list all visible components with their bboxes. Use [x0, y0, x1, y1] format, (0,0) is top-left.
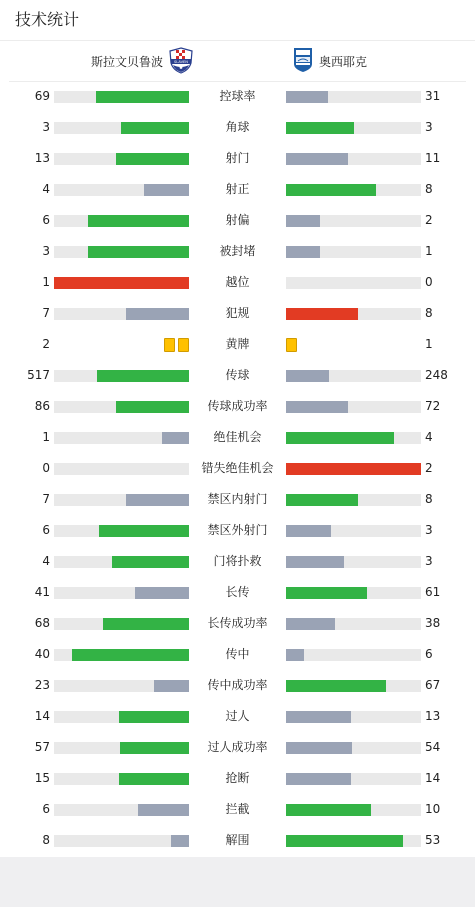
away-bar-fill: [286, 246, 320, 258]
away-bar-fill: [286, 804, 371, 816]
home-value: 68: [34, 616, 50, 630]
stat-label: 传球成功率: [207, 399, 268, 413]
page-title: 技术统计: [0, 0, 475, 41]
away-value: 3: [425, 120, 433, 134]
away-value: 14: [425, 771, 441, 785]
away-bar-fill: [286, 587, 367, 599]
home-bar-track: [54, 742, 189, 754]
away-value: 11: [425, 151, 441, 165]
home-bar-track: [54, 153, 189, 165]
away-bar-track: [286, 432, 421, 444]
away-value: 2: [425, 213, 433, 227]
home-bar-fill: [54, 277, 189, 289]
home-bar-fill: [121, 122, 189, 134]
stat-row: [0, 329, 475, 360]
away-value: 72: [425, 399, 441, 413]
away-bar-fill: [286, 370, 329, 382]
home-value: 14: [34, 709, 50, 723]
stat-row: [0, 81, 475, 112]
home-value: 57: [34, 740, 50, 754]
home-value: 1: [42, 275, 50, 289]
svg-text:SLAVEN: SLAVEN: [173, 59, 189, 64]
home-bar-track: [54, 215, 189, 227]
stat-row: [0, 174, 475, 205]
away-value: 1: [425, 337, 433, 351]
away-value: 8: [425, 182, 433, 196]
stat-label: 射偏: [225, 213, 250, 227]
home-value: 0: [42, 461, 50, 475]
away-bar-track: [286, 122, 421, 134]
stat-row: [0, 391, 475, 422]
away-bar-fill: [286, 711, 351, 723]
away-value: 38: [425, 616, 441, 630]
away-bar-track: [286, 153, 421, 165]
home-bar-track: [54, 494, 189, 506]
stat-label: 绝佳机会: [213, 430, 262, 444]
stat-label: 传球: [225, 368, 250, 382]
home-bar-fill: [88, 215, 189, 227]
away-bar-track: [286, 773, 421, 785]
stat-label: 黄牌: [225, 337, 250, 351]
stat-label: 传中成功率: [207, 678, 268, 692]
stat-label: 控球率: [219, 89, 256, 103]
away-value: 31: [425, 89, 441, 103]
stat-label: 解围: [225, 833, 250, 847]
stat-row: [0, 546, 475, 577]
home-bar-fill: [103, 618, 189, 630]
away-value: 53: [425, 833, 441, 847]
home-bar-track: [54, 649, 189, 661]
stat-label: 抢断: [225, 771, 250, 785]
home-bar-track: [54, 804, 189, 816]
away-bar-fill: [286, 184, 376, 196]
away-bar-fill: [286, 463, 421, 475]
home-value: 517: [27, 368, 50, 382]
home-bar-track: [54, 463, 189, 475]
home-bar-fill: [162, 432, 189, 444]
home-bar-track: [54, 184, 189, 196]
away-bar-fill: [286, 494, 358, 506]
away-bar-fill: [286, 556, 344, 568]
away-bar-track: [286, 525, 421, 537]
home-value: 86: [34, 399, 50, 413]
home-bar-fill: [154, 680, 189, 692]
home-bar-track: [54, 91, 189, 103]
stat-label: 长传: [225, 585, 250, 599]
home-bar-track: [54, 122, 189, 134]
stat-row: [0, 701, 475, 732]
away-bar-track: [286, 711, 421, 723]
slaven-crest-icon: [167, 46, 195, 77]
away-value: 3: [425, 554, 433, 568]
away-value: 54: [425, 740, 441, 754]
away-bar-track: [286, 804, 421, 816]
away-bar-track: [286, 494, 421, 506]
away-bar-track: [286, 742, 421, 754]
home-bar-track: [54, 277, 189, 289]
home-bar-fill: [72, 649, 189, 661]
away-value: 6: [425, 647, 433, 661]
away-bar-track: [286, 246, 421, 258]
away-value: 1: [425, 244, 433, 258]
home-bar-track: [54, 432, 189, 444]
stat-label: 禁区内射门: [207, 492, 268, 506]
stat-label: 拦截: [225, 802, 250, 816]
stat-label: 禁区外射门: [207, 523, 268, 537]
stat-label: 被封堵: [219, 244, 256, 258]
stat-label: 越位: [225, 275, 250, 289]
home-value: 3: [42, 120, 50, 134]
yellow-card-icon: [164, 338, 175, 352]
home-value: 4: [42, 182, 50, 196]
away-value: 61: [425, 585, 441, 599]
away-bar-fill: [286, 122, 354, 134]
away-bar-fill: [286, 773, 351, 785]
stat-row: [0, 484, 475, 515]
home-value: 4: [42, 554, 50, 568]
home-bar-fill: [126, 494, 189, 506]
home-bar-track: [54, 618, 189, 630]
home-bar-fill: [96, 91, 189, 103]
home-value: 6: [42, 802, 50, 816]
away-bar-fill: [286, 649, 304, 661]
home-value: 15: [34, 771, 50, 785]
away-bar-track: [286, 184, 421, 196]
stat-row: [0, 236, 475, 267]
away-bar-track: [286, 649, 421, 661]
home-bar-track: [54, 711, 189, 723]
stat-row: [0, 608, 475, 639]
away-value: 67: [425, 678, 441, 692]
home-bar-fill: [138, 804, 189, 816]
home-value: 69: [34, 89, 50, 103]
home-value: 7: [42, 492, 50, 506]
away-bar-track: [286, 587, 421, 599]
stat-row: [0, 732, 475, 763]
stat-label: 传中: [225, 647, 250, 661]
stat-row: [0, 515, 475, 546]
away-value: 13: [425, 709, 441, 723]
home-bar-fill: [99, 525, 189, 537]
away-bar-fill: [286, 153, 348, 165]
teams-header: [9, 41, 466, 82]
away-bar-track: [286, 401, 421, 413]
home-bar-track: [54, 246, 189, 258]
away-bar-track: [286, 308, 421, 320]
stat-label: 过人: [225, 709, 250, 723]
yellow-card-icon: [286, 338, 297, 352]
home-bar-track: [54, 835, 189, 847]
home-value: 23: [34, 678, 50, 692]
stat-row: [0, 670, 475, 701]
away-value: 10: [425, 802, 441, 816]
home-value: 6: [42, 523, 50, 537]
away-value: 4: [425, 430, 433, 444]
home-bar-track: [54, 587, 189, 599]
away-bar-track: [286, 370, 421, 382]
stat-label: 犯规: [225, 306, 250, 320]
away-value: 8: [425, 306, 433, 320]
away-value: 2: [425, 461, 433, 475]
home-value: 40: [34, 647, 50, 661]
home-bar-fill: [119, 773, 189, 785]
away-bar-fill: [286, 401, 348, 413]
stat-row: [0, 205, 475, 236]
stat-label: 过人成功率: [207, 740, 268, 754]
home-value: 3: [42, 244, 50, 258]
away-value: 0: [425, 275, 433, 289]
stat-label: 错失绝佳机会: [201, 461, 274, 475]
away-bar-track: [286, 277, 421, 289]
home-value: 6: [42, 213, 50, 227]
home-value: 1: [42, 430, 50, 444]
stat-row: [0, 422, 475, 453]
home-bar-track: [54, 308, 189, 320]
home-bar-fill: [171, 835, 189, 847]
away-team-name: 奥西耶克: [319, 54, 368, 69]
stat-row: [0, 639, 475, 670]
stats-list: [0, 81, 475, 856]
away-bar-track: [286, 91, 421, 103]
home-bar-fill: [88, 246, 189, 258]
home-value: 8: [42, 833, 50, 847]
away-bar-track: [286, 556, 421, 568]
home-bar-track: [54, 370, 189, 382]
home-bar-track: [54, 773, 189, 785]
home-bar-fill: [120, 742, 189, 754]
away-bar-fill: [286, 618, 335, 630]
away-bar-fill: [286, 742, 352, 754]
home-bar-fill: [144, 184, 189, 196]
home-team[interactable]: [91, 41, 195, 81]
home-bar-track: [54, 680, 189, 692]
away-bar-track: [286, 463, 421, 475]
stat-row: [0, 794, 475, 825]
home-value: 41: [34, 585, 50, 599]
yellow-card-icon: [178, 338, 189, 352]
away-yellow-cards: [286, 338, 297, 352]
away-value: 3: [425, 523, 433, 537]
away-value: 248: [425, 368, 448, 382]
away-team[interactable]: [293, 41, 367, 81]
home-value: 2: [42, 337, 50, 351]
home-bar-track: [54, 401, 189, 413]
home-team-name: 斯拉文贝鲁波: [90, 54, 163, 69]
away-bar-track: [286, 618, 421, 630]
stat-row: [0, 360, 475, 391]
home-bar-fill: [119, 711, 189, 723]
away-bar-track: [286, 680, 421, 692]
home-bar-track: [54, 556, 189, 568]
stat-label: 门将扑救: [213, 554, 262, 568]
away-bar-fill: [286, 525, 331, 537]
home-yellow-cards: [164, 338, 189, 352]
stat-row: [0, 143, 475, 174]
stat-row: [0, 112, 475, 143]
stat-row: [0, 763, 475, 794]
away-bar-fill: [286, 91, 328, 103]
stat-row: [0, 453, 475, 484]
away-bar-track: [286, 215, 421, 227]
home-bar-fill: [126, 308, 189, 320]
away-bar-fill: [286, 432, 394, 444]
stat-row: [0, 577, 475, 608]
home-value: 13: [34, 151, 50, 165]
osijek-crest-icon: [293, 47, 313, 76]
home-bar-fill: [116, 153, 189, 165]
stat-label: 射门: [225, 151, 250, 165]
away-bar-track: [286, 835, 421, 847]
away-bar-fill: [286, 215, 320, 227]
home-bar-track: [54, 525, 189, 537]
home-bar-fill: [112, 556, 189, 568]
home-bar-fill: [116, 401, 189, 413]
stat-label: 角球: [225, 120, 250, 134]
stat-label: 长传成功率: [207, 616, 268, 630]
away-value: 8: [425, 492, 433, 506]
stat-row: [0, 267, 475, 298]
stat-row: [0, 298, 475, 329]
away-bar-fill: [286, 308, 358, 320]
stat-label: 射正: [225, 182, 250, 196]
home-value: 7: [42, 306, 50, 320]
home-bar-fill: [97, 370, 189, 382]
home-bar-fill: [135, 587, 189, 599]
away-bar-fill: [286, 835, 403, 847]
away-bar-fill: [286, 680, 386, 692]
stat-row: [0, 825, 475, 856]
